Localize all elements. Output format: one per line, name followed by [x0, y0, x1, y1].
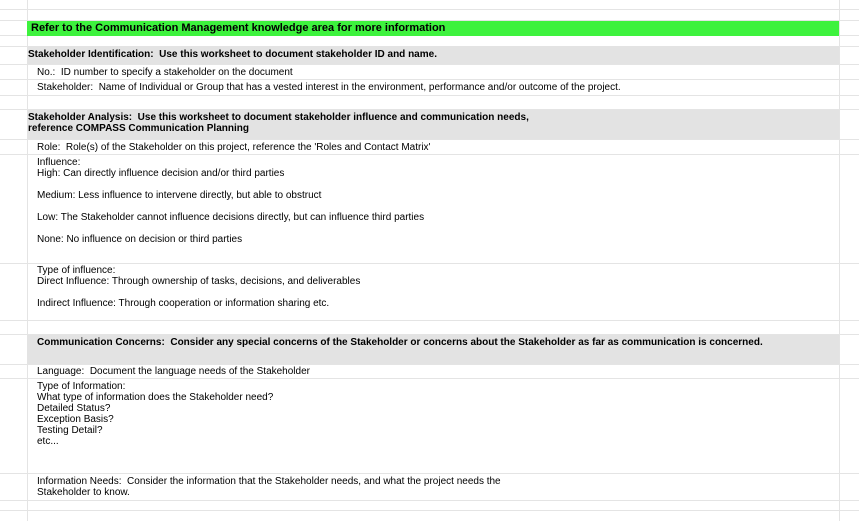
grid-row-line: [0, 9, 859, 10]
stakeholder-analysis-heading-line2: reference COMPASS Communication Planning: [28, 123, 249, 134]
no-description[interactable]: No.: ID number to specify a stakeholder on the document: [37, 67, 293, 78]
communication-concerns: Communication Concerns: Consider any special concerns of the Stakeholder or concerns about the Stakeholder as far as communication is concerned.: [37, 337, 763, 348]
grid-row-line: [0, 378, 859, 379]
influence-label[interactable]: Influence:: [37, 157, 81, 168]
type-of-information-label[interactable]: Type of Information:: [37, 381, 126, 392]
influence-medium: Medium: Less influence to intervene directly, but able to obstruct: [37, 190, 322, 201]
stakeholder-description[interactable]: Stakeholder: Name of Individual or Group that has a vested interest in the environment, performance and/or outcome of the project.: [37, 82, 621, 93]
information-item: Exception Basis?: [37, 414, 114, 425]
header-banner[interactable]: Refer to the Communication Management knowledge area for more information: [27, 21, 839, 36]
information-item: Detailed Status?: [37, 403, 111, 414]
stakeholder-identification-heading-cell[interactable]: [27, 46, 839, 64]
influence-high: High: Can directly influence decision and/or third parties: [37, 168, 285, 179]
stakeholder-identification-heading: Stakeholder Identification: Use this worksheet to document stakeholder ID and name.: [28, 49, 437, 60]
indirect-influence: Indirect Influence: Through cooperation or information sharing etc.: [37, 298, 330, 309]
grid-row-line: [0, 320, 859, 321]
stakeholder-analysis-heading-cell[interactable]: [27, 110, 839, 139]
information-item: Testing Detail?: [37, 425, 103, 436]
type-of-influence-label[interactable]: Type of influence:: [37, 265, 116, 276]
information-needs-line1[interactable]: Information Needs: Consider the information that the Stakeholder needs, and what the project needs the: [37, 476, 501, 487]
grid-row-line: [0, 154, 859, 155]
information-item: etc...: [37, 436, 59, 447]
information-needs-line2: Stakeholder to know.: [37, 487, 130, 498]
stakeholder-analysis-heading-line1: Stakeholder Analysis: Use this worksheet to document stakeholder influence and communication needs,: [28, 112, 529, 123]
grid-row-line: [0, 139, 859, 140]
type-of-information-question: What type of information does the Stakeholder need?: [37, 392, 274, 403]
grid-row-line: [0, 64, 859, 65]
communication-concerns-cell[interactable]: [27, 335, 839, 364]
direct-influence: Direct Influence: Through ownership of tasks, decisions, and deliverables: [37, 276, 361, 287]
grid-row-line: [0, 473, 859, 474]
grid-row-line: [0, 500, 859, 501]
influence-low: Low: The Stakeholder cannot influence decisions directly, but can influence third parties: [37, 212, 425, 223]
grid-row-line: [0, 95, 859, 96]
grid-row-line: [0, 510, 859, 511]
grid-row-line: [0, 364, 859, 365]
grid-row-line: [0, 263, 859, 264]
role-description[interactable]: Role: Role(s) of the Stakeholder on this project, reference the 'Roles and Contact Matrix': [37, 142, 431, 153]
influence-none: None: No influence on decision or third parties: [37, 234, 243, 245]
language-description[interactable]: Language: Document the language needs of the Stakeholder: [37, 366, 310, 377]
grid-row-line: [0, 79, 859, 80]
